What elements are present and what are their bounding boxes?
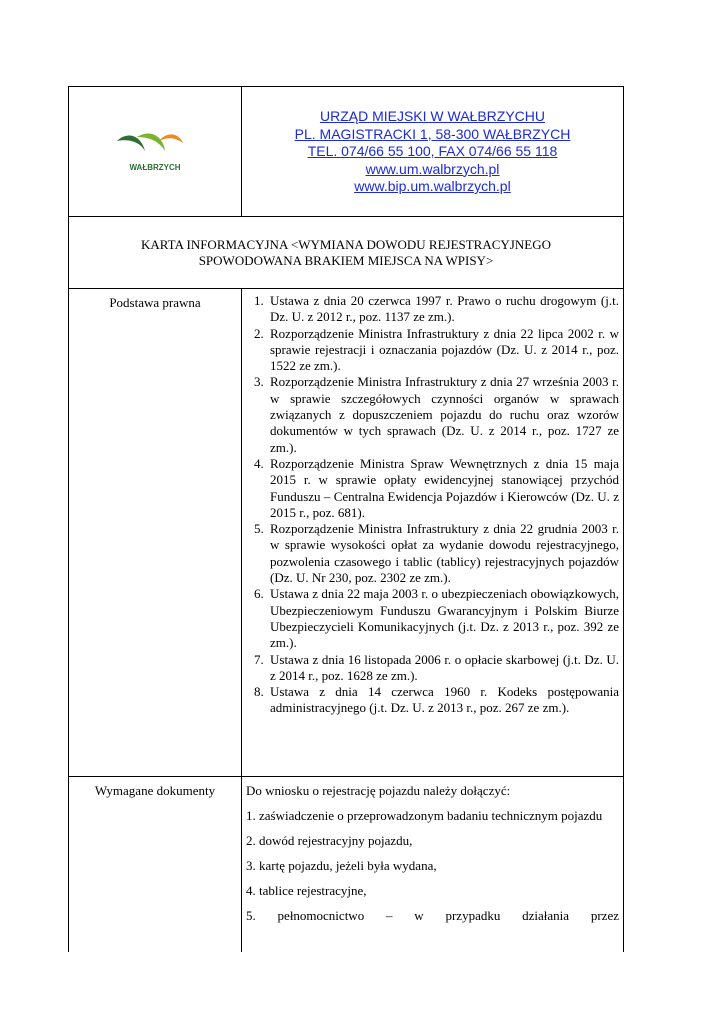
office-website-link[interactable]: www.um.walbrzych.pl xyxy=(365,160,500,177)
logo-text: WAŁBRZYCH xyxy=(129,162,181,172)
card-title xyxy=(68,216,624,288)
list-item: 5. pełnomocnictwo – w przypadku działania przez xyxy=(246,908,619,923)
list-item: 3. Rozporządzenie Ministra Infrastruktury z dnia 27 września 2003 r. w sprawie szczegółowych czynności organów w sprawach związanych z dopuszczeniem pojazdu do ruchu oraz wzorów dokumentów w tych sprawach (Dz. U. z 2014 r., poz. 1727 ze zm.). xyxy=(267,374,619,455)
legal-basis-row xyxy=(68,288,624,776)
list-item: 2. dowód rejestracyjny pojazdu, xyxy=(246,833,413,848)
legal-basis-label: Podstawa prawna xyxy=(69,289,242,776)
legal-basis-content xyxy=(242,289,623,776)
list-item: 4. Rozporządzenie Ministra Spraw Wewnętrznych z dnia 15 maja 2015 r. w sprawie opłaty ewidencyjnej stanowiącej przychód Funduszu – Centralna Ewidencja Pojazdów i Kierowców (Dz. U. z 2015 r., poz. 681). xyxy=(267,456,619,521)
list-item: 3. kartę pojazdu, jeżeli była wydana, xyxy=(246,858,437,873)
list-item: 1. zaświadczenie o przeprowadzonym badaniu technicznym pojazdu xyxy=(246,808,603,823)
office-bip-link[interactable]: www.bip.um.walbrzych.pl xyxy=(354,178,511,194)
header-row xyxy=(68,86,624,216)
list-item: 1. Ustawa z dnia 20 czerwca 1997 r. Prawo o ruchu drogowym (j.t. Dz. U. z 2012 r., poz. 1137 ze zm.). xyxy=(267,293,619,326)
required-documents-intro: Do wniosku o rejestrację pojazdu należy dołączyć: xyxy=(246,783,511,798)
list-item: 8. Ustawa z dnia 14 czerwca 1960 r. Kodeks postępowania administracyjnego (j.t. Dz. U. z 2013 r., poz. 267 ze zm.). xyxy=(267,684,619,717)
legal-basis-list xyxy=(242,289,623,717)
walbrzych-logo xyxy=(113,127,197,177)
list-item: 6. Ustawa z dnia 22 maja 2003 r. o ubezpieczeniach obowiązkowych, Ubezpieczeniowym Funduszu Gwarancyjnym i Polskim Biurze Ubezpieczycieli Komunikacyjnych (j.t. Dz. z 2013 r., poz. 392 ze zm.). xyxy=(267,586,619,651)
card-title-line1: KARTA INFORMACYJNA <WYMIANA DOWODU REJESTRACYJNEGO xyxy=(141,236,551,252)
list-item: 2. Rozporządzenie Ministra Infrastruktury z dnia 22 lipca 2002 r. w sprawie rejestracji i oznaczania pojazdów (Dz. U. z 2014 r., poz. 1522 ze zm.). xyxy=(267,326,619,375)
office-contact xyxy=(242,87,623,216)
card-title-line2: SPOWODOWANA BRAKIEM MIEJSCA NA WPISY> xyxy=(198,252,494,268)
logo-cell xyxy=(69,87,242,216)
list-item: 5. Rozporządzenie Ministra Infrastruktury z dnia 22 grudnia 2003 r. w sprawie wysokości opłat za wydanie dowodu rejestracyjnego, pozwolenia czasowego i tablic (tablicy) rejestracyjnych pojazdów (Dz. U. Nr 230, poz. 2302 ze zm.). xyxy=(267,521,619,586)
list-item: 4. tablice rejestracyjne, xyxy=(246,883,367,898)
required-documents-label: Wymagane dokumenty xyxy=(69,777,242,952)
required-documents-row xyxy=(68,776,624,952)
required-documents-content xyxy=(242,777,623,952)
info-card-table xyxy=(68,86,624,952)
list-item: 7. Ustawa z dnia 16 listopada 2006 r. o opłacie skarbowej (j.t. Dz. U. z 2014 r., poz. 1628 ze zm.). xyxy=(267,652,619,685)
office-phone: TEL. 074/66 55 100, FAX 074/66 55 118 xyxy=(307,143,558,159)
office-name: URZĄD MIEJSKI W WAŁBRZYCHU xyxy=(319,108,546,124)
office-address: PL. MAGISTRACKI 1, 58-300 WAŁBRZYCH xyxy=(294,125,571,142)
